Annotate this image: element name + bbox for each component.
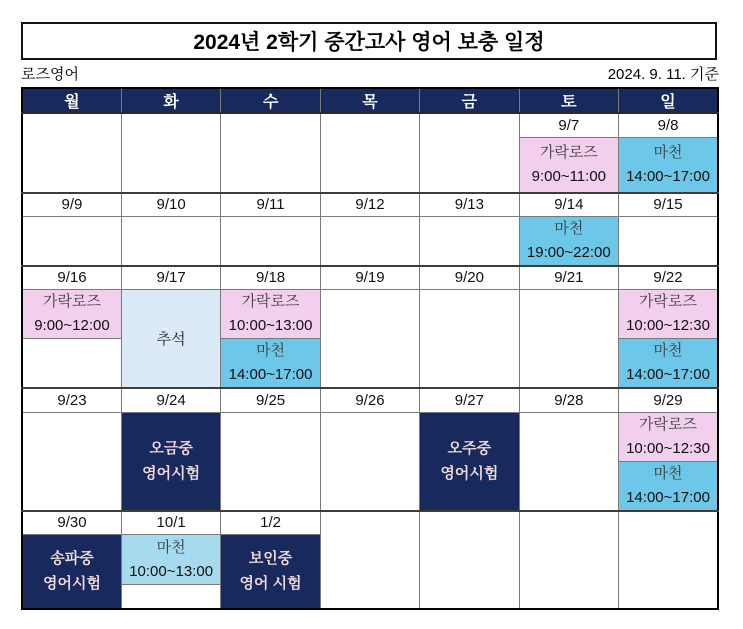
empty-cell bbox=[320, 113, 419, 193]
exam-school: 오주중 bbox=[447, 439, 492, 457]
empty-cell bbox=[320, 216, 419, 266]
date-cell-sep19: 9/19 bbox=[320, 266, 419, 290]
empty-cell bbox=[22, 216, 121, 266]
event-name: 가락로즈 bbox=[539, 143, 598, 161]
week5-date-row bbox=[22, 511, 718, 535]
empty-cell bbox=[221, 216, 320, 266]
date-cell-sep7: 9/7 bbox=[519, 113, 618, 137]
weekday-header-thu: 목 bbox=[320, 88, 419, 113]
event-time: 10:00~12:30 bbox=[626, 317, 710, 334]
event-name: 마천 bbox=[653, 464, 683, 482]
exam-cell-oju-sep27 bbox=[420, 412, 519, 511]
event-cell-macheon-sep29 bbox=[619, 461, 718, 511]
weekday-header-sat: 토 bbox=[519, 88, 618, 113]
weekday-header-sun: 일 bbox=[619, 88, 718, 113]
date-cell-sep8: 9/8 bbox=[619, 113, 718, 137]
weekday-header-mon: 월 bbox=[22, 88, 121, 113]
date-cell-sep26: 9/26 bbox=[320, 388, 419, 412]
holiday-cell-chuseok: 추석 bbox=[121, 290, 220, 389]
academy-name: 로즈영어 bbox=[21, 65, 79, 83]
exam-cell-songpa-sep30 bbox=[22, 535, 121, 609]
date-cell-sep29: 9/29 bbox=[619, 388, 718, 412]
empty-cell bbox=[121, 216, 220, 266]
exam-label: 영어시험 bbox=[42, 574, 101, 592]
empty-cell bbox=[320, 412, 419, 511]
event-name: 마천 bbox=[653, 143, 683, 161]
event-name: 가락로즈 bbox=[42, 293, 101, 310]
event-name: 마천 bbox=[156, 538, 186, 556]
date-cell-sep16: 9/16 bbox=[22, 266, 121, 290]
week3-body-row-a bbox=[22, 290, 718, 339]
event-time: 19:00~22:00 bbox=[526, 243, 611, 261]
empty-cell bbox=[519, 290, 618, 389]
empty-cell bbox=[519, 412, 618, 511]
empty-cell bbox=[121, 113, 220, 193]
week2-body-row bbox=[22, 216, 718, 266]
weekday-header-row bbox=[22, 88, 718, 113]
empty-cell bbox=[619, 511, 718, 609]
event-time: 10:00~13:00 bbox=[129, 562, 214, 580]
date-cell-sep30: 9/30 bbox=[22, 511, 121, 535]
event-time: 9:00~12:00 bbox=[34, 317, 110, 334]
empty-cell bbox=[221, 113, 320, 193]
date-cell-sep22: 9/22 bbox=[619, 266, 718, 290]
date-cell-sep13: 9/13 bbox=[420, 193, 519, 216]
event-name: 가락로즈 bbox=[639, 415, 697, 433]
weekday-header-tue: 화 bbox=[121, 88, 220, 113]
event-cell-macheon-oct1 bbox=[121, 535, 220, 585]
event-cell-garakrose-sep29 bbox=[619, 412, 718, 461]
event-time: 14:00~17:00 bbox=[626, 167, 710, 185]
date-cell-sep12: 9/12 bbox=[320, 193, 419, 216]
week3-date-row bbox=[22, 266, 718, 290]
exam-school: 송파중 bbox=[50, 549, 94, 567]
empty-cell bbox=[221, 412, 320, 511]
date-cell-sep10: 9/10 bbox=[121, 193, 220, 216]
date-cell-sep28: 9/28 bbox=[519, 388, 618, 412]
exam-cell-boin-oct2 bbox=[221, 535, 320, 609]
empty-cell bbox=[121, 585, 220, 609]
event-cell-garakrose-sep16 bbox=[22, 290, 121, 339]
empty-cell bbox=[420, 511, 519, 609]
empty-cell bbox=[22, 113, 121, 193]
date-cell-oct1: 10/1 bbox=[121, 511, 220, 535]
as-of-date: 2024. 9. 11. 기준 bbox=[607, 65, 719, 83]
date-cell-sep20: 9/20 bbox=[420, 266, 519, 290]
empty-cell bbox=[519, 511, 618, 609]
week2-date-row bbox=[22, 193, 718, 216]
schedule-table bbox=[21, 87, 719, 610]
event-cell-garakrose-sep7 bbox=[519, 137, 618, 193]
exam-label: 영어시험 bbox=[440, 464, 499, 482]
page-title: 2024년 2학기 중간고사 영어 보충 일정 bbox=[193, 31, 545, 54]
empty-cell bbox=[320, 290, 419, 389]
title-box bbox=[21, 22, 717, 60]
date-cell-sep21: 9/21 bbox=[519, 266, 618, 290]
date-cell-sep24: 9/24 bbox=[121, 388, 220, 412]
event-name: 가락로즈 bbox=[639, 293, 697, 310]
exam-school: 오금중 bbox=[149, 439, 193, 457]
event-name: 가락로즈 bbox=[241, 293, 300, 310]
empty-cell bbox=[420, 113, 519, 193]
empty-cell bbox=[619, 216, 718, 266]
event-time: 14:00~17:00 bbox=[626, 366, 710, 383]
event-time: 14:00~17:00 bbox=[626, 488, 710, 506]
event-cell-macheon-sep22 bbox=[619, 339, 718, 389]
week4-body-row-a bbox=[22, 412, 718, 461]
date-cell-sep27: 9/27 bbox=[420, 388, 519, 412]
event-name: 마천 bbox=[653, 342, 683, 359]
event-name: 마천 bbox=[554, 219, 584, 237]
weekday-header-fri: 금 bbox=[420, 88, 519, 113]
exam-school: 보인중 bbox=[248, 549, 293, 567]
event-cell-garakrose-sep22 bbox=[619, 290, 718, 339]
empty-cell bbox=[420, 216, 519, 266]
event-time: 10:00~12:30 bbox=[626, 439, 710, 457]
empty-cell bbox=[22, 412, 121, 511]
empty-cell bbox=[22, 339, 121, 389]
date-cell-sep18: 9/18 bbox=[221, 266, 320, 290]
date-cell-sep17: 9/17 bbox=[121, 266, 220, 290]
date-cell-sep23: 9/23 bbox=[22, 388, 121, 412]
weekday-header-wed: 수 bbox=[221, 88, 320, 113]
event-time: 10:00~13:00 bbox=[228, 317, 313, 334]
empty-cell bbox=[320, 511, 419, 609]
date-cell-sep14: 9/14 bbox=[519, 193, 618, 216]
date-cell-sep25: 9/25 bbox=[221, 388, 320, 412]
week1-date-row bbox=[22, 113, 718, 137]
date-cell-sep15: 9/15 bbox=[619, 193, 718, 216]
event-cell-macheon-sep14 bbox=[519, 216, 618, 266]
date-cell-sep11: 9/11 bbox=[221, 193, 320, 216]
event-time: 9:00~11:00 bbox=[531, 167, 607, 185]
date-cell-oct2: 1/2 bbox=[221, 511, 320, 535]
event-cell-macheon-sep8 bbox=[619, 137, 718, 193]
event-cell-garakrose-sep18 bbox=[221, 290, 320, 339]
date-cell-sep9: 9/9 bbox=[22, 193, 121, 216]
meta-row bbox=[21, 61, 719, 85]
exam-cell-ogeum-sep24 bbox=[121, 412, 220, 511]
event-cell-macheon-sep18 bbox=[221, 339, 320, 389]
week4-date-row bbox=[22, 388, 718, 412]
empty-cell bbox=[420, 290, 519, 389]
event-name: 마천 bbox=[256, 342, 286, 359]
exam-label: 영어 시험 bbox=[239, 574, 302, 592]
exam-label: 영어시험 bbox=[142, 464, 201, 482]
event-time: 14:00~17:00 bbox=[228, 366, 313, 383]
